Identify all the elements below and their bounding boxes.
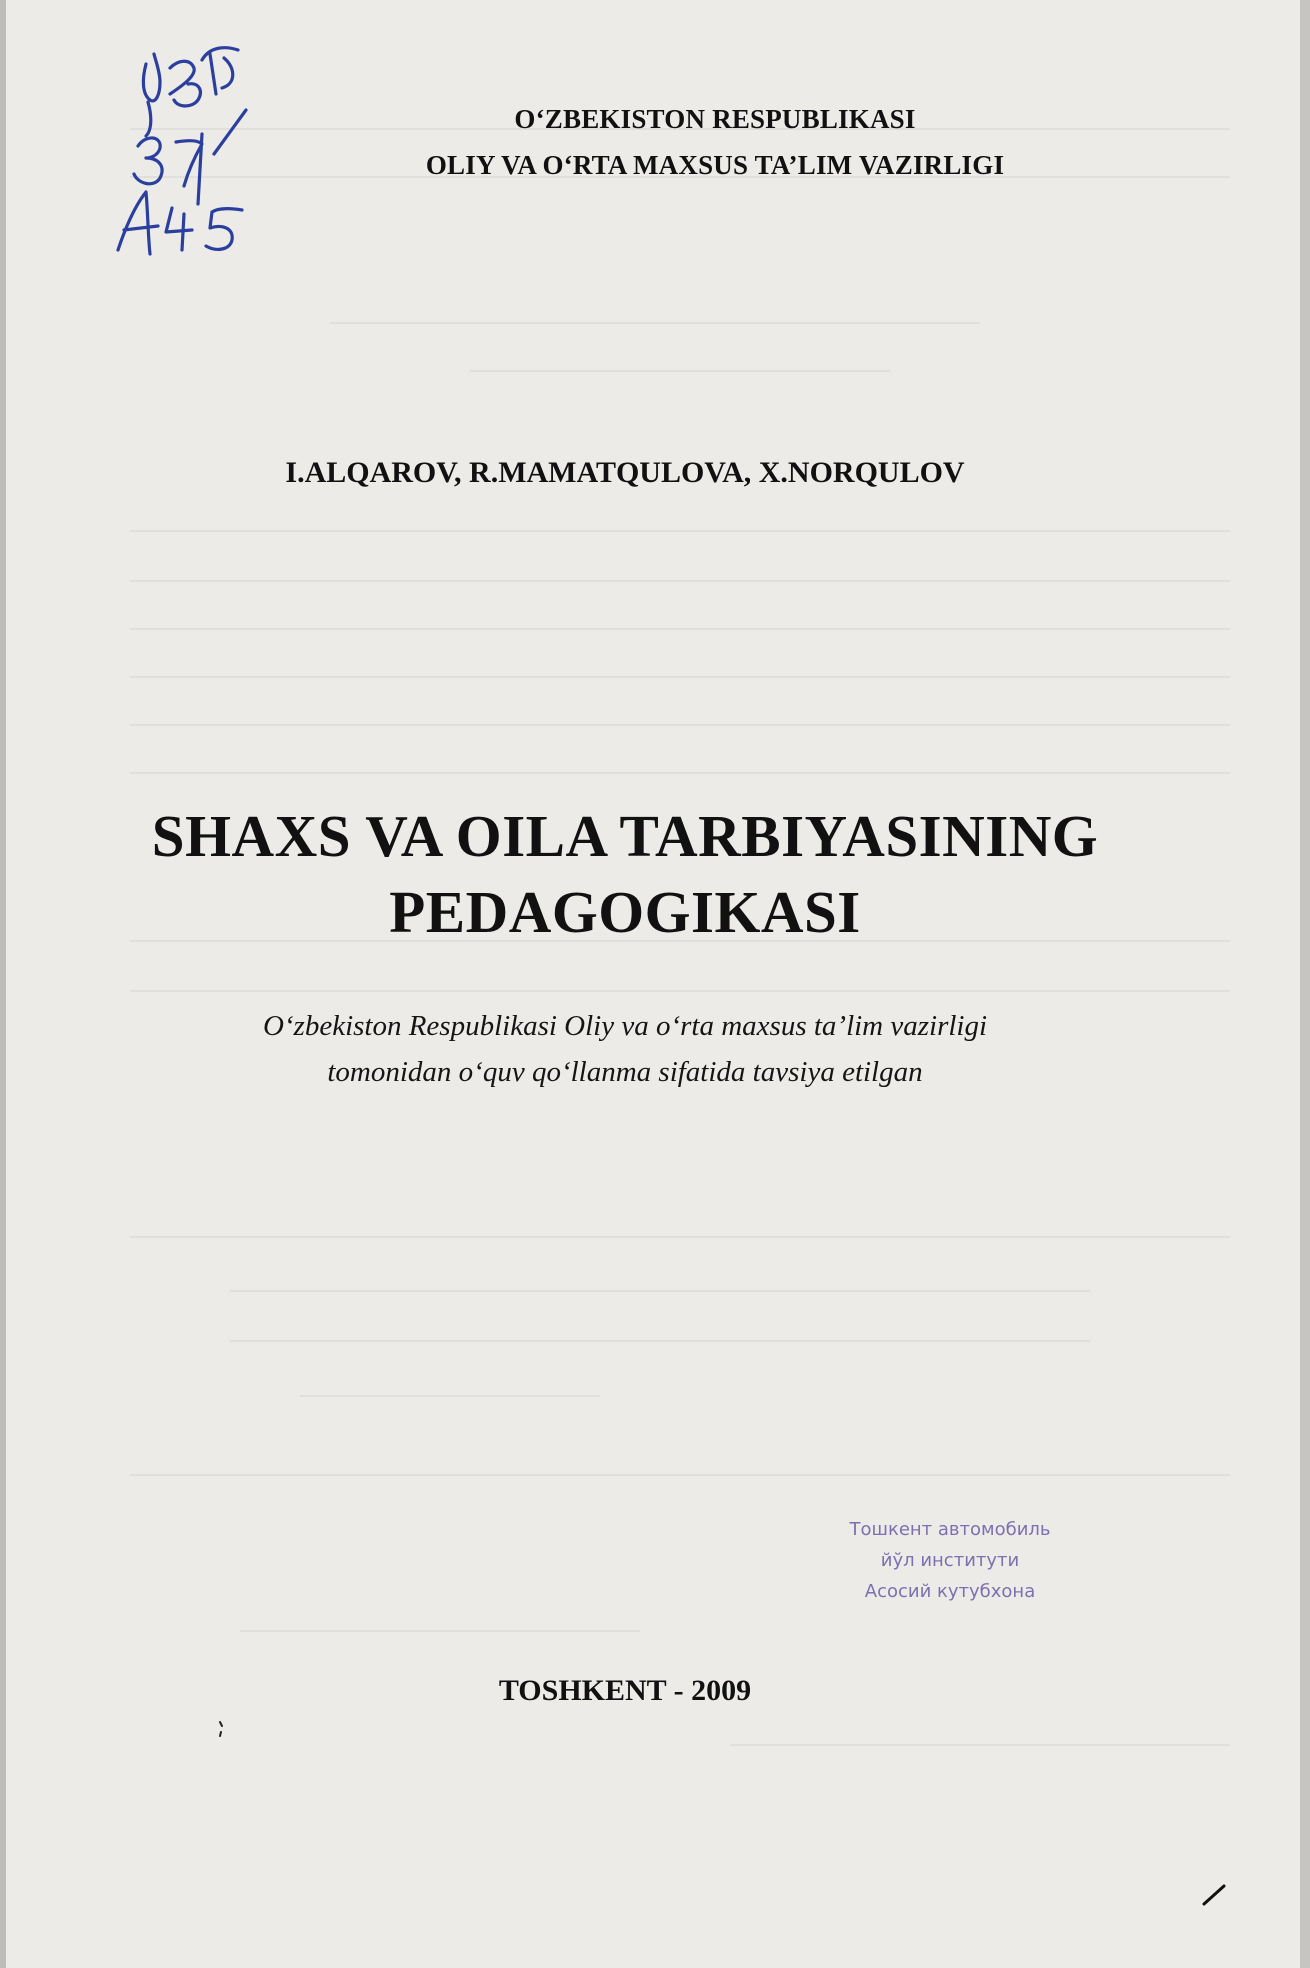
stamp-line-2: йўл институти [880,1550,1020,1571]
show-through-line [730,1744,1230,1746]
show-through-line [130,676,1230,678]
scan-right-edge [1300,0,1310,1968]
stamp-line-3: Асосий кутубхона [864,1581,1036,1602]
show-through-line [130,724,1230,726]
scan-left-edge [0,0,6,1968]
ministry-line-2: OLIY VA O‘RTA MAXSUS TA’LIM VAZIRLIGI [425,150,1005,180]
show-through-line [300,1395,600,1397]
show-through-line [130,1236,1230,1238]
stamp-line-1: Тошкент автомобиль [849,1519,1051,1540]
library-stamp [800,1514,1100,1607]
show-through-line [130,628,1230,630]
recommendation-line-1: O‘zbekiston Respublikasi Oliy va o‘rta maxsus ta’lim vazirligi [262,1010,988,1042]
show-through-line [230,1340,1090,1342]
show-through-line [240,1630,640,1632]
show-through-line [130,530,1230,532]
show-through-line [130,580,1230,582]
show-through-line [130,772,1230,774]
show-through-line [130,1474,1230,1476]
show-through-line [470,370,890,372]
publication-place-year: TOSHKENT - 2009 [498,1674,752,1707]
show-through-line [130,990,1230,992]
handwritten-library-mark [98,24,298,264]
book-title-line-2: PEDAGOGIKASI [389,879,861,945]
show-through-line [330,322,980,324]
ministry-line-1: O‘ZBEKISTON RESPUBLIKASI [514,104,916,134]
recommendation-line-2: tomonidan o‘quv qo‘llanma sifatida tavsiya etilgan [327,1056,923,1088]
show-through-line [230,1290,1090,1292]
pen-mark [1200,1880,1230,1910]
authors: I.ALQAROV, R.MAMATQULOVA, X.NORQULOV [285,456,965,489]
pen-mark [216,1718,230,1738]
book-title-line-1: SHAXS VA OILA TARBIYASINING [151,803,1099,869]
